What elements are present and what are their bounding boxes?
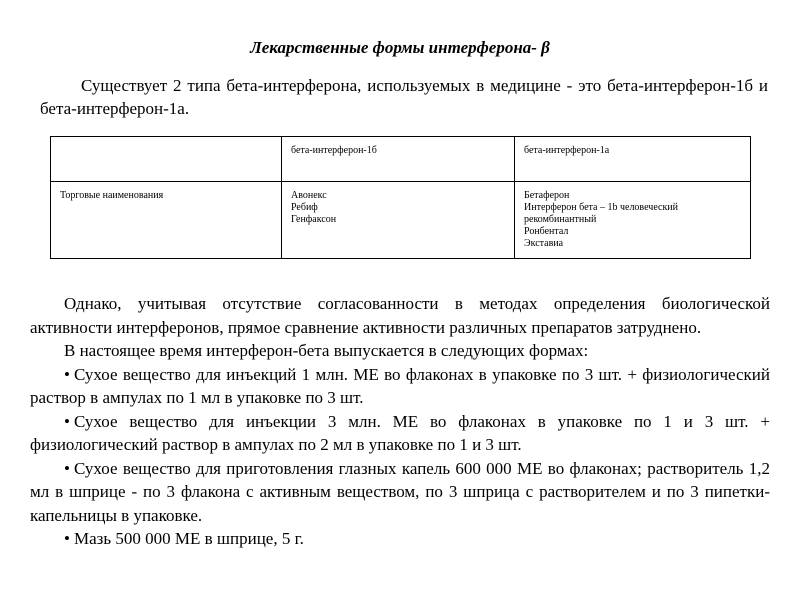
trade-name: Экставиа: [524, 238, 564, 249]
bullet-icon: •: [64, 364, 70, 384]
table-header-row: [51, 137, 751, 182]
list-item: [30, 363, 770, 410]
comparison-table: [50, 136, 751, 259]
list-item: [30, 527, 770, 551]
list-item-text: Сухое вещество для инъекции 3 млн. МЕ во флаконах в упаковке по 1 и 3 шт. + физиологический раствор в ампулах по 2 мл в упаковке по 1 и 3 шт.: [30, 411, 770, 454]
table-header-cell-1a: бета-интерферон-1а: [515, 137, 751, 182]
trade-name: Интерферон бета – 1b человеческий рекомбинантный: [524, 202, 679, 225]
bullet-icon: •: [64, 411, 70, 431]
list-item: [30, 410, 770, 457]
trade-name: Авонекс: [291, 190, 327, 201]
intro-paragraph: Существует 2 типа бета-интерферона, используемых в медицине - это бета-интерферон-1б и бета-интерферон-1а.: [40, 76, 768, 118]
list-item-text: Мазь 500 000 МЕ в шприце, 5 г.: [74, 529, 304, 548]
table-header-cell-1b: бета-интерферон-1б: [282, 137, 515, 182]
table-row: [51, 182, 751, 259]
trade-name: Ребиф: [291, 202, 318, 213]
table-row-label: Торговые наименования: [51, 182, 282, 259]
table-cell-1a-names: [515, 182, 751, 259]
page-title: Лекарственные формы интерферона- β: [250, 38, 550, 57]
body-text: [30, 292, 770, 551]
list-item-text: Сухое вещество для инъекций 1 млн. МЕ во флаконах в упаковке по 3 шт. + физиологический раствор в ампулах по 1 мл в упаковке по 3 шт.: [30, 364, 770, 407]
paragraph-forms-intro: В настоящее время интерферон-бета выпускается в следующих формах:: [64, 341, 589, 360]
bullet-icon: •: [64, 529, 70, 548]
trade-name: Генфаксон: [291, 214, 337, 225]
table-cell-1b-names: [282, 182, 515, 259]
list-item: [30, 457, 770, 528]
trade-name: Ронбентал: [524, 226, 569, 237]
bullet-icon: •: [64, 458, 70, 478]
table-header-cell-empty: [51, 137, 282, 182]
trade-name: Бетаферон: [524, 190, 570, 201]
paragraph-comparison-note: Однако, учитывая отсутствие согласованности в методах определения биологической активности интерферонов, прямое сравнение активности различных препаратов затруднено.: [30, 294, 770, 337]
list-item-text: Сухое вещество для приготовления глазных капель 600 000 МЕ во флаконах; растворитель 1,2 мл в шприце - по 3 флакона с активным веществом, по 3 шприца с растворителем и по 3 пипетки-капельницы в упаковке.: [30, 458, 770, 525]
